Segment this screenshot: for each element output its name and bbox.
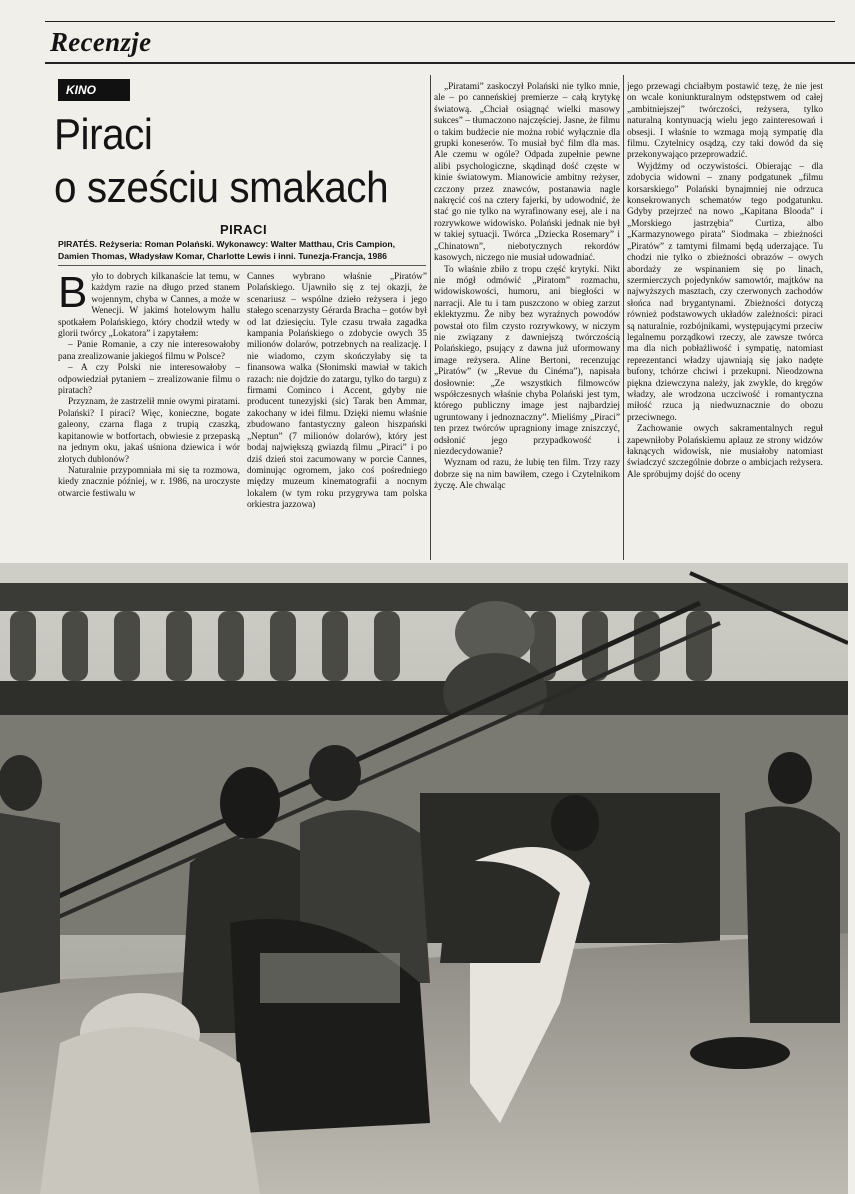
paragraph: „Piratami” zaskoczył Polański nie tylko mnie, ale – po canneńskiej premierze – całą krytykę światową. „Chciał osiągnąć wielki masowy sukces” – tłumaczono najczęściej. Jasne, że filmu o takim budżecie nie można robić wyłącznie dla grupki koneserów. To musiał być film dla mas. Ale czemu w ogóle? Odpada zupełnie pewne alibi psychologiczne, skądinąd dość częste w kinie światowym. Mianowicie ambitny reżyser, czczony przez znawców, postanawia nagle nakręcić coś na cztery fajerki, by udowodnić, że stać go nie tylko na wyrafinowany esej, ale i na rozrywkowe widowisko. Polański jednak nie był w takiej sytuacji. Twórca „Dziecka Rosemary” i „Chinatown”, niebotycznych rekordów kasowych, niczego nie musiał udowadniać. [434,82,620,264]
article-column-3 [434,82,620,557]
article-column-4 [627,82,823,557]
film-still-photo [0,563,848,1194]
credits-rule [58,265,426,266]
top-rule [45,21,835,22]
paragraph: – A czy Polski nie interesowałoby – odpowiedział pytaniem – zrealizowanie filmu o piratach? [58,363,240,397]
column-divider [623,75,624,560]
film-title: PIRACI [220,222,268,237]
article-column-2 [247,272,427,557]
headline-line-1: Piraci [54,110,153,159]
film-still-image [0,563,848,1194]
headline-line-2: o sześciu smakach [54,163,389,212]
paragraph: Cannes wybrano właśnie „Piratów” Polańskiego. Ujawniło się z tej okazji, że scenariusz – wspólne dzieło reżysera i jego stałego scenarzysty Gérarda Bracha – gotów był od lat dziesięciu. Tyle czasu trwała zagadka kampania Polańskiego o zdobycie owych 35 milionów dolarów, potrzebnych na realizację. I nie wiadomo, czym skończyłaby się ta finansowa walka (Słonimski mawiał w takich razach: nie dojdzie do zatargu, tylko do targu) z firmami Cominco i Accent, gdyby nie producent tunezyjski (sic) Tarak ben Ammar, zakochany w idei filmu. Dzięki niemu właśnie zbudowano fantastyczny galeon hiszpański „Neptun” (7 milionów dolarów), który jest bodaj największą gwiazdą filmu „Piraci” i po dziś dzień stoi zacumowany w porcie Cannes, dominując ogromem, jako coś pośredniego między muzeum kinematografii a nocnym lokalem (w tym roku przygrywa tam polska orkiestra jazzowa) [247,272,427,511]
paragraph: Wyjdźmy od oczywistości. Obierając – dla zdobycia widowni – znany podgatunek „filmu korsarskiego” Polański bynajmniej nie odrzuca konsekrowanych schematów tego podgatunku. Gdyby przejrzeć na nowo „Kapitana Blooda” i „Morskiego jastrzębia” Curtiza, albo „Karmazynowego pirata” Siodmaka – zbieżności „Piratów” z tamtymi filmami będą uderzające. Tu chodzi nie tylko o zbieżności obrazów – owych abordaży ze wspinaniem się po linach, szermierczych pojedynków samowtór, majtków na najwyższych masztach, czy czerwonych zachodów słońca nad brygantynami. Zbieżności dotyczą również podstawowych układów zależności: piraci są naturalnie, rozbójnikami, występującymi przeciw legalnemu porządkowi rzeczy, ale zawsze twórca ma dla nich pobłażliwość i sympatię, natomiast reprezentanci władzy ujawniają się jako nadęte bufony, tchórze chciwi i przekupni. Nieodzowna piękna dziewczyna należy, jak zwykle, do kręgów władzy, ale wrodzona uczciwość i romantyczna miłość rzuca ją niedwuznacznie do obozu przeciwnego. [627,161,823,423]
drop-cap: B [58,272,88,317]
section-rule [45,62,855,64]
film-credits: PIRATÉS. Reżyseria: Roman Polański. Wykonawcy: Walter Matthau, Cris Campion, Damien Thomas, Władysław Komar, Charlotte Lewis i inni. Tunezja-Francja, 1986 [58,239,395,261]
paragraph: To właśnie zbiło z tropu część krytyki. Nikt nie mógł odmówić „Piratom” rozmachu, widowiskowości, humoru, ani biegłości w narracji. Ale tu i tam puszczono w obieg zarzut eklektyzmu. Że niby bez wyraźnych powodów powstał oto film czysto rozrywkowy, w niczym nie związany z dawniejszą twórczością Polańskiego, psujący z dawna już uformowany image reżysera. Aline Bertoni, recenzując „Piratów” (w „Revue du Cinéma”), napisała dosłownie: „Ze wszystkich filmowców współczesnych właśnie chyba Polański jest tym, którego publiczny image jest najbardziej ugruntowany i jednoznaczny”. Mieliśmy „Piraci” ten przez twórców upragniony image zniszczyć, odsłonić jego przypadkowość i niezdecydowanie? [434,264,620,457]
paragraph: Wyznam od razu, że lubię ten film. Trzy razy dobrze się na nim bawiłem, czego i Czytelnikom życzę. Ale chwaląc [434,458,620,492]
paragraph: – Panie Romanie, a czy nie interesowałoby pana zrealizowanie jakiegoś filmu w Polsce? [58,340,240,362]
headline [54,108,388,214]
paragraph: Przyznam, że zastrzelił mnie owymi piratami. Polański? I piraci? Więc, konieczne, bogate galeony, czarna flaga z trupią czaszką, kapitanowie w botfortach, obwiesie z przepaską na jednym oku, jakaś uśniona dziewica i wór złotych dublonów? [58,397,240,465]
column-divider [430,75,431,560]
paragraph [58,272,240,340]
paragraph: jego przewagi chciałbym postawić tezę, że nie jest on wcale koniunkturalnym odstępstwem od całej „ambitniejszej” twórczości, reżysera, tylko naturalną kontynuacją wielu jego zainteresowań i obsesji. I właśnie to wzmaga moją sympatię dla filmu. Czytelnicy osądzą, czy taki dowód da się przekonywająco przeprowadzić. [627,82,823,161]
article-column-1 [58,272,240,557]
paragraph: Zachowanie owych sakramentalnych reguł zapewniłoby Polańskiemu aplauz ze strony widzów łaknących widowisk, nie musiałoby natomiast świadczyć szczególnie dobrze o ambicjach reżysera. Ale spróbujmy dojść do oceny [627,424,823,480]
section-title: Recenzje [50,27,152,57]
paragraph: Naturalnie przypomniała mi się ta rozmowa, kiedy znacznie później, w r. 1986, na uroczyste otwarcie festiwalu w [58,465,240,499]
paragraph-text: yło to dobrych kilkanaście lat temu, w każdym razie na długo przed stanem wojennym, chyba w Cannes, a może w Wenecji. W jakimś hotelowym hallu spotkałem Polańskiego, który chodził wtedy w glorii twórcy „Lokatora” i zapytałem: [58,272,240,340]
category-tag: KINO [58,79,130,101]
